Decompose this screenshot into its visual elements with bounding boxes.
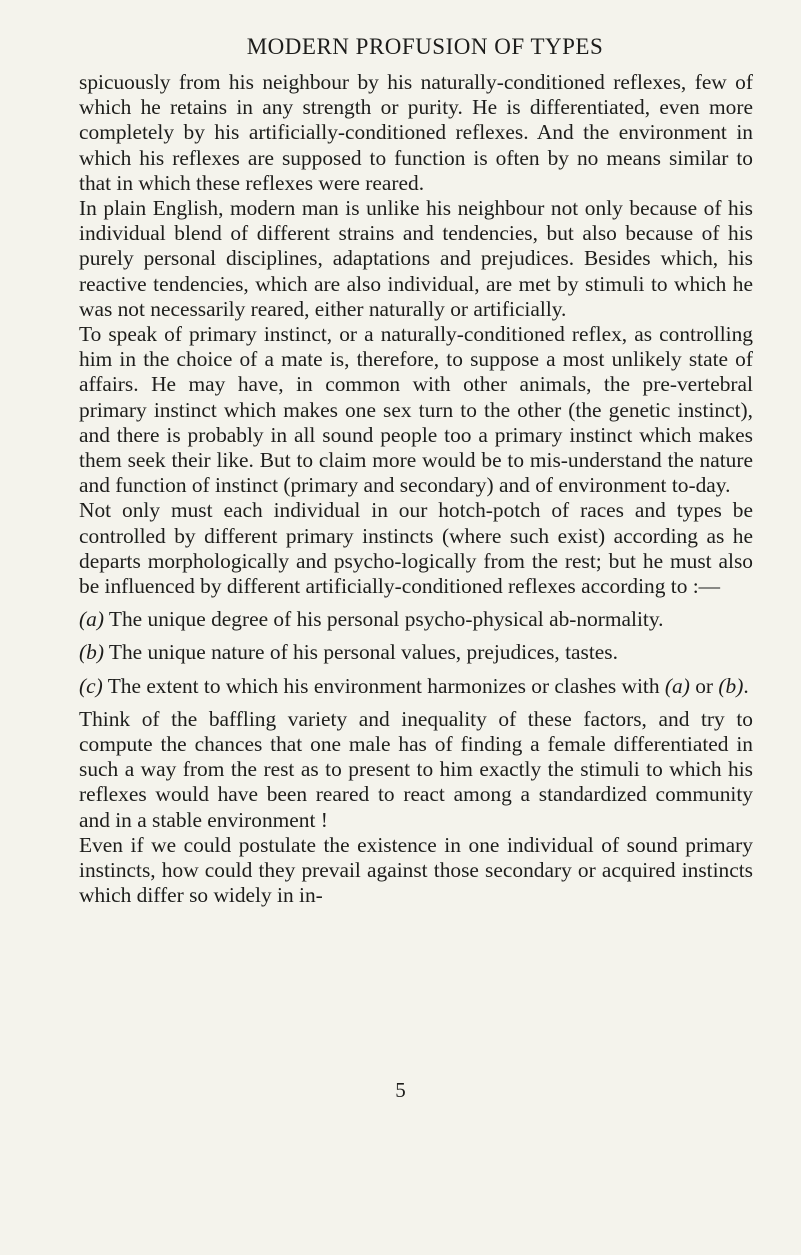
- paragraph-3: To speak of primary instinct, or a naturally-conditioned reflex, as controlling him in the choice of a mate is, therefore, to suppose a most unlikely state of affairs. He may have, in common with other animals, the pre-vertebral primary instinct which makes one sex turn to the other (the genetic instinct), and there is probably in all sound people too a primary instinct which makes them seek their like. But to claim more would be to mis-understand the nature and function of instinct (primary and secondary) and of environment to-day.: [79, 322, 753, 498]
- body-text: [79, 70, 771, 909]
- paragraph-1: spicuously from his neighbour by his naturally-conditioned reflexes, few of which he retains in any strength or purity. He is differentiated, even more completely by his artificially-conditioned reflexes. And the environment in which his reflexes are supposed to function is often by no means similar to that in which these reflexes were reared.: [79, 70, 753, 195]
- paragraph-4: Not only must each individual in our hotch-potch of races and types be controlled by different primary instincts (where such exist) according as he departs morphologically and psycho-logically from the rest; but he must also be influenced by different artificially-conditioned reflexes according to :—: [79, 498, 753, 599]
- cross-ref-end: .: [743, 673, 749, 698]
- page-number: 5: [395, 1078, 406, 1102]
- cross-ref-or: or: [689, 673, 719, 698]
- list-marker-a: (a): [79, 607, 104, 632]
- list-text-c: The extent to which his environment harmonizes or clashes with: [102, 673, 665, 698]
- cross-ref-a: (a): [664, 673, 690, 698]
- paragraph-6: Even if we could postulate the existence in one individual of sound primary instincts, how could they prevail against those secondary or acquired instincts which differ so widely in in-: [79, 832, 753, 908]
- list-text-b: The unique nature of his personal values, prejudices, tastes.: [103, 640, 618, 665]
- paragraph-5: Think of the baffling variety and inequality of these factors, and try to compute the chances that one male has of finding a female differentiated in such a way from the rest as to present to him exactly the stimuli to which his reflexes would have been reared to react among a standardized community and in a stable environment !: [79, 706, 753, 832]
- list-text-a: The unique degree of his personal psycho-physical ab-normality.: [103, 607, 664, 632]
- list-marker-b: (b): [79, 640, 104, 665]
- cross-ref-b: (b): [718, 673, 744, 698]
- list-item-b: [79, 640, 753, 665]
- list-item-a: [79, 607, 753, 632]
- running-head: MODERN PROFUSION OF TYPES: [246, 34, 604, 59]
- list-item-c: [79, 674, 753, 699]
- list-marker-c: (c): [79, 673, 103, 698]
- paragraph-2: In plain English, modern man is unlike his neighbour not only because of his individual blend of different strains and tendencies, but also because of his purely personal disciplines, adaptations and prejudices. Besides which, his reactive tendencies, which are also individual, are met by stimuli to which he was not necessarily reared, either naturally or artificially.: [79, 196, 753, 321]
